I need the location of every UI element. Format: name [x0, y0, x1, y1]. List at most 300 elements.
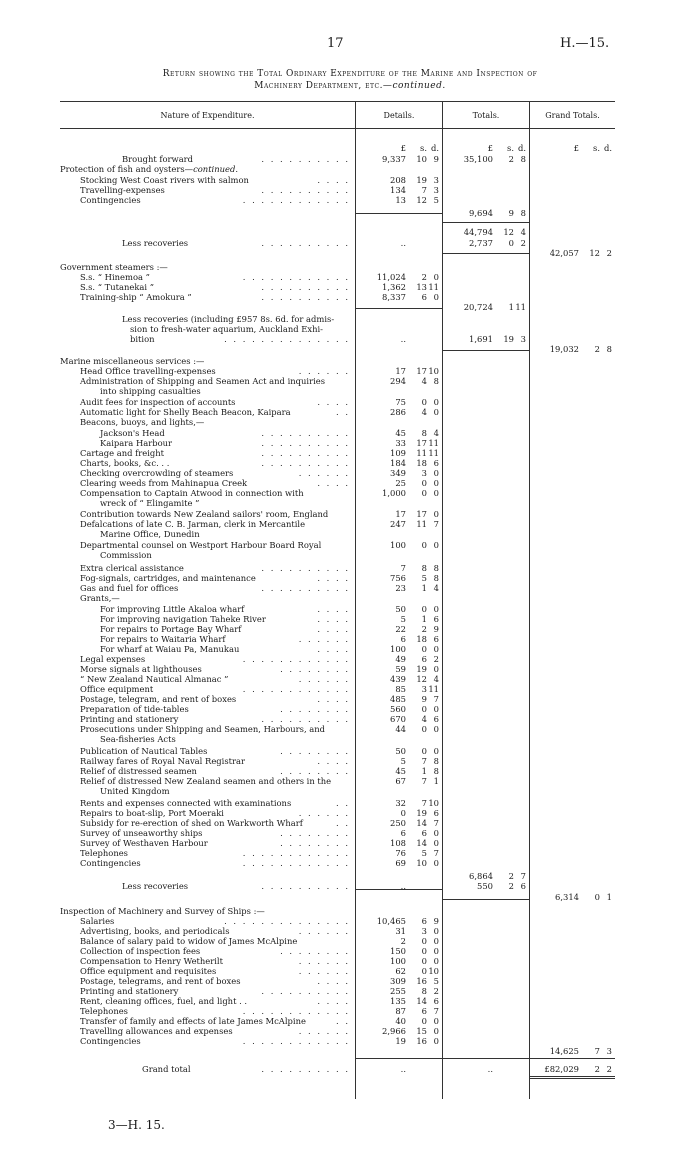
leader-dots: . . . . . . . .: [280, 704, 350, 714]
table-row: [60, 704, 350, 714]
details-pounds: 1,000: [382, 488, 406, 498]
details-pence: 0: [433, 407, 439, 417]
details-shillings: 0: [421, 488, 427, 498]
table-row: [60, 634, 350, 644]
details-pounds: 22: [395, 624, 406, 634]
details-pounds: 13: [395, 195, 406, 205]
details-pounds: 1,362: [382, 282, 406, 292]
leader-dots: . .: [336, 798, 350, 808]
totals-pence: 7: [520, 871, 526, 881]
details-pence: 11: [428, 438, 439, 448]
details-pounds: 100: [390, 956, 406, 966]
table-row: [60, 674, 350, 684]
expenditure-label: For repairs to Portage Bay Wharf: [100, 624, 242, 634]
details-pence: 0: [433, 956, 439, 966]
details-pounds: 150: [390, 946, 406, 956]
leader-dots: . . . . . . . .: [280, 946, 350, 956]
grand-amount: [530, 344, 615, 354]
grand-shillings: 12: [589, 248, 600, 258]
expenditure-label: Departmental counsel on Westport Harbour Board Royal: [80, 540, 322, 550]
expenditure-label: Publication of Nautical Tables: [80, 746, 208, 756]
grand-pence: 2: [606, 1064, 612, 1074]
table-row: [60, 407, 350, 417]
details-amount: [356, 858, 442, 868]
grand-pence: 2: [606, 248, 612, 258]
totals-amount: [443, 302, 529, 312]
expenditure-label: Grants,—: [80, 593, 120, 603]
lsd-shillings-label: s.: [420, 143, 427, 153]
details-pounds: 5: [400, 614, 406, 624]
details-pence: 7: [433, 519, 439, 529]
expenditure-label: Gas and fuel for offices: [80, 583, 179, 593]
details-pounds: 184: [390, 458, 406, 468]
details-amount: [356, 448, 442, 458]
table-row: [60, 448, 350, 458]
details-pounds: 0: [400, 808, 406, 818]
table-row: [60, 356, 350, 366]
details-shillings: 8: [421, 986, 427, 996]
grand-lsd-header: [530, 143, 615, 153]
details-pence: 8: [433, 756, 439, 766]
details-shillings: 12: [416, 674, 427, 684]
details-amount: [356, 238, 442, 248]
leader-dots: . . . .: [317, 624, 350, 634]
totals-pounds: 550: [477, 881, 493, 891]
expenditure-label: into shipping casualties: [100, 386, 201, 396]
details-shillings: 8: [421, 563, 427, 573]
details-pounds: 7: [400, 563, 406, 573]
totals-shillings: 19: [503, 334, 514, 344]
expenditure-label: Salaries: [80, 916, 115, 926]
details-pence: 0: [433, 936, 439, 946]
details-pounds: 32: [395, 798, 406, 808]
grand-shillings: 0: [594, 892, 600, 902]
details-amount: [356, 838, 442, 848]
details-amount: [356, 468, 442, 478]
details-shillings: 0: [421, 397, 427, 407]
table-row: [60, 428, 350, 438]
grand-pence: 3: [606, 1046, 612, 1056]
totals-pence: 8: [520, 208, 526, 218]
grand-shillings: 7: [594, 1046, 600, 1056]
details-pence: 0: [433, 272, 439, 282]
table-row: [60, 458, 350, 468]
details-pence: 7: [433, 694, 439, 704]
leader-dots: . . . . . . . . . .: [261, 881, 350, 891]
details-pence: 0: [433, 488, 439, 498]
header-bottom-rule: [60, 128, 615, 129]
details-amount: [356, 292, 442, 302]
details-shillings: 1: [421, 583, 427, 593]
leader-dots: . . . . . .: [298, 366, 350, 376]
details-amount: [356, 519, 442, 529]
page-title-continued: continued.: [392, 81, 446, 91]
totals-subtotal-rule: [442, 253, 529, 254]
details-shillings: 4: [421, 714, 427, 724]
expenditure-label: Contribution towards New Zealand sailors' room, England: [80, 509, 329, 519]
leader-dots: . .: [336, 1016, 350, 1026]
details-pounds: 6: [400, 828, 406, 838]
details-amount: [356, 956, 442, 966]
totals-pounds: 44,794: [463, 227, 493, 237]
leader-dots: . . . . . . . . . .: [261, 563, 350, 573]
details-amount: [356, 366, 442, 376]
table-row: [60, 916, 350, 926]
totals-shillings: 1: [508, 302, 514, 312]
expenditure-label: For improving navigation Taheke River: [100, 614, 266, 624]
leader-dots: . . . . . . . . . . . .: [242, 848, 350, 858]
details-shillings: 11: [416, 448, 427, 458]
details-amount: [356, 936, 442, 946]
expenditure-label: Relief of distressed New Zealand seamen and others in the: [80, 776, 332, 786]
details-pence: 5: [433, 195, 439, 205]
details-pence: 0: [433, 292, 439, 302]
table-row: [60, 936, 350, 946]
expenditure-label: Telephones: [80, 1006, 128, 1016]
expenditure-label: Extra clerical assistance: [80, 563, 184, 573]
details-pounds: 439: [390, 674, 406, 684]
table-row: [60, 798, 350, 808]
details-shillings: 0: [421, 746, 427, 756]
grand-pounds: £82,029: [544, 1064, 579, 1074]
table-row: [60, 786, 350, 796]
details-pence: 9: [433, 154, 439, 164]
details-shillings: 8: [421, 428, 427, 438]
col-header-totals: Totals.: [472, 111, 500, 120]
details-shillings: 1: [421, 614, 427, 624]
totals-pence: 2: [520, 238, 526, 248]
details-shillings: 13: [416, 282, 427, 292]
details-amount: [356, 684, 442, 694]
totals-pounds: 20,724: [463, 302, 493, 312]
leader-dots: . . . . . . . . . .: [261, 438, 350, 448]
details-shillings: 3: [421, 684, 427, 694]
table-row: [60, 1016, 350, 1026]
table-row: [60, 776, 350, 786]
lsd-pounds-label: £: [400, 143, 406, 153]
details-pounds: 33: [395, 438, 406, 448]
details-pounds: 100: [390, 540, 406, 550]
details-pounds: 17: [395, 509, 406, 519]
details-amount: [356, 926, 442, 936]
details-amount: [356, 175, 442, 185]
details-shillings: 0: [421, 936, 427, 946]
details-pounds: 45: [395, 766, 406, 776]
table-row: [60, 996, 350, 1006]
leader-dots: . . . . . . . . . . . .: [242, 1006, 350, 1016]
details-shillings: 3: [421, 468, 427, 478]
table-row: [60, 946, 350, 956]
details-amount: [356, 272, 442, 282]
details-pounds: 309: [390, 976, 406, 986]
details-pence: 7: [433, 1006, 439, 1016]
details-pence: 0: [433, 468, 439, 478]
lsd-pence-label: d.: [517, 143, 526, 153]
table-row: [60, 573, 350, 583]
details-amount: [356, 509, 442, 519]
table-row: [60, 684, 350, 694]
details-amount: [356, 1016, 442, 1026]
details-pence: 0: [433, 540, 439, 550]
details-pence: 0: [433, 1026, 439, 1036]
table-row: [60, 858, 350, 868]
expenditure-label: Audit fees for inspection of accounts: [80, 397, 236, 407]
expenditure-label: Legal expenses: [80, 654, 146, 664]
details-pence: 6: [433, 614, 439, 624]
table-row: [60, 583, 350, 593]
table-row: [60, 488, 350, 498]
details-amount: [356, 996, 442, 1006]
details-pounds: 87: [395, 1006, 406, 1016]
expenditure-label: Rent, cleaning offices, fuel, and light . .: [80, 996, 248, 1006]
details-shillings: 0: [421, 956, 427, 966]
totals-shillings: 12: [503, 227, 514, 237]
details-pence: 8: [433, 573, 439, 583]
expenditure-label: Checking overcrowding of steamers: [80, 468, 234, 478]
table-row: [60, 766, 350, 776]
table-row: [60, 519, 350, 529]
details-shillings: 18: [416, 458, 427, 468]
details-amount: [356, 563, 442, 573]
expenditure-label: Protection of fish and oysters—continued.: [60, 164, 239, 174]
expenditure-label: For repairs to Waitaria Wharf: [100, 634, 226, 644]
totals-amount: [443, 238, 529, 248]
expenditure-label: Relief of distressed seamen: [80, 766, 197, 776]
leader-dots: . . . . . . . . . . . .: [242, 858, 350, 868]
details-shillings: 18: [416, 634, 427, 644]
details-amount: [356, 654, 442, 664]
expenditure-label: Automatic light for Shelly Beach Beacon, Kaipara: [80, 407, 291, 417]
details-pence: 6: [433, 458, 439, 468]
details-amount: [356, 488, 442, 498]
table-row: [60, 540, 350, 550]
details-pounds: 560: [390, 704, 406, 714]
leader-dots: . . . . . . . .: [280, 828, 350, 838]
details-pence: 0: [433, 946, 439, 956]
grand-pence: 8: [606, 344, 612, 354]
table-row: [60, 366, 350, 376]
grand-shillings: 2: [594, 344, 600, 354]
leader-dots: . . . . . . . .: [280, 766, 350, 776]
grand-amount: [530, 248, 615, 258]
grand-amount: [530, 892, 615, 902]
table-row: [60, 906, 350, 916]
table-row: [60, 694, 350, 704]
details-pence: 2: [433, 986, 439, 996]
details-pounds: ..: [400, 334, 406, 344]
expenditure-label: Morse signals at lighthouses: [80, 664, 202, 674]
details-pounds: 100: [390, 644, 406, 654]
expenditure-label: Postage, telegrams, and rent of boxes: [80, 976, 241, 986]
details-amount: [356, 724, 442, 734]
details-pounds: 40: [395, 1016, 406, 1026]
table-row: [60, 195, 350, 205]
table-row: [60, 746, 350, 756]
expenditure-label: Survey of unseaworthy ships: [80, 828, 203, 838]
details-pounds: 25: [395, 478, 406, 488]
details-pounds: 756: [390, 573, 406, 583]
details-amount: [356, 1006, 442, 1016]
details-pence: 0: [433, 1016, 439, 1026]
totals-pounds: 35,100: [463, 154, 493, 164]
grand-pounds: 6,314: [555, 892, 579, 902]
details-shillings: 17: [416, 509, 427, 519]
table-row: [60, 1064, 350, 1074]
table-row: [60, 808, 350, 818]
details-shillings: 16: [416, 976, 427, 986]
details-amount: [356, 428, 442, 438]
table-row: [60, 1006, 350, 1016]
grand-amount: [530, 1064, 615, 1074]
expenditure-label: Printing and stationery: [80, 714, 179, 724]
leader-dots: . . . . . .: [298, 966, 350, 976]
leader-dots: . . . . . . . . . .: [261, 292, 350, 302]
details-pence: 4: [433, 674, 439, 684]
details-amount: [356, 458, 442, 468]
details-pence: 0: [433, 926, 439, 936]
expenditure-label: Repairs to boat-slip, Port Moeraki: [80, 808, 224, 818]
details-pounds: 69: [395, 858, 406, 868]
details-pence: 10: [428, 798, 439, 808]
details-pence: 10: [428, 366, 439, 376]
details-amount: [356, 828, 442, 838]
expenditure-label: United Kingdom: [100, 786, 170, 796]
details-pence: 10: [428, 966, 439, 976]
expenditure-label: sion to fresh-water aquarium, Auckland Exhi-: [130, 324, 323, 334]
table-row: [60, 956, 350, 966]
leader-dots: . . . . . .: [298, 634, 350, 644]
totals-shillings: 2: [508, 154, 514, 164]
details-pounds: 50: [395, 604, 406, 614]
details-amount: [356, 407, 442, 417]
table-row: [60, 238, 350, 248]
details-pounds: 134: [390, 185, 406, 195]
expenditure-label: Compensation to Captain Atwood in connection with: [80, 488, 304, 498]
leader-dots: . . . . . . . . . .: [261, 1064, 350, 1074]
table-row: [60, 986, 350, 996]
table-row: [60, 724, 350, 734]
details-amount: [356, 195, 442, 205]
leader-dots: . . . . . .: [298, 1026, 350, 1036]
leader-dots: . . . . . . . . . .: [261, 448, 350, 458]
grand-pounds: 42,057: [549, 248, 579, 258]
leader-dots: . . . . . . . . . .: [261, 428, 350, 438]
details-shillings: 6: [421, 292, 427, 302]
details-pence: 0: [433, 397, 439, 407]
table-row: [60, 714, 350, 724]
details-amount: [356, 583, 442, 593]
details-pence: 4: [433, 428, 439, 438]
details-shillings: 12: [416, 195, 427, 205]
details-amount: [356, 746, 442, 756]
col-header-grand: Grand Totals.: [545, 111, 600, 120]
table-row: [60, 175, 350, 185]
lsd-pounds-label: £: [487, 143, 493, 153]
table-row: [60, 881, 350, 891]
details-shillings: 6: [421, 916, 427, 926]
details-pence: 0: [433, 644, 439, 654]
expenditure-label: Transfer of family and effects of late James McAlpine: [80, 1016, 306, 1026]
table-row: [60, 734, 350, 744]
expenditure-label: wreck of “ Elingamite ”: [100, 498, 200, 508]
details-pence: 3: [433, 175, 439, 185]
details-shillings: 16: [416, 1036, 427, 1046]
details-pence: 11: [428, 282, 439, 292]
table-row: [60, 282, 350, 292]
leader-dots: . . . . . . . . . . . .: [242, 1036, 350, 1046]
details-pounds: 294: [390, 376, 406, 386]
expenditure-label: Contingencies: [80, 1036, 141, 1046]
grand-shillings: 2: [594, 1064, 600, 1074]
totals-shillings: 9: [508, 208, 514, 218]
table-row: [60, 164, 350, 174]
details-subtotal-rule: [355, 213, 442, 214]
page-title-line-1: Return showing the Total Ordinary Expenditure of the Marine and Inspection of: [162, 69, 538, 79]
details-amount: [356, 540, 442, 550]
details-amount: [356, 438, 442, 448]
details-pounds: 109: [390, 448, 406, 458]
details-shillings: 19: [416, 664, 427, 674]
lsd-shillings-label: s.: [593, 143, 600, 153]
leader-dots: . . . .: [317, 604, 350, 614]
details-pounds: 349: [390, 468, 406, 478]
totals-pence: 8: [520, 154, 526, 164]
leader-dots: . . . . . .: [298, 468, 350, 478]
table-row: [60, 593, 350, 603]
details-amount: [356, 776, 442, 786]
expenditure-label: Marine miscellaneous services :—: [60, 356, 205, 366]
leader-dots: . . . .: [317, 976, 350, 986]
leader-dots: . . . . . . . . . .: [261, 238, 350, 248]
grand-total-bottom-rule: [530, 1078, 615, 1079]
details-amount: [356, 1026, 442, 1036]
details-shillings: 2: [421, 624, 427, 634]
details-pence: 0: [433, 509, 439, 519]
details-pounds: ..: [400, 238, 406, 248]
leader-dots: . .: [336, 818, 350, 828]
table-row: [60, 262, 350, 272]
leader-dots: . . . .: [317, 694, 350, 704]
expenditure-label: For improving Little Akaloa wharf: [100, 604, 245, 614]
details-pounds: ..: [400, 881, 406, 891]
leader-dots: . . . . . .: [298, 674, 350, 684]
lsd-shillings-label: s.: [507, 143, 514, 153]
expenditure-label: For wharf at Waiau Pa, Manukau: [100, 644, 240, 654]
details-shillings: 0: [421, 478, 427, 488]
expenditure-label: Prosecutions under Shipping and Seamen, Harbours, and: [80, 724, 326, 734]
table-row: [60, 185, 350, 195]
details-pounds: ..: [400, 1064, 406, 1074]
expenditure-label: Advertising, books, and periodicals: [80, 926, 230, 936]
details-lsd-header: [356, 143, 442, 153]
details-pounds: 59: [395, 664, 406, 674]
details-pounds: 208: [390, 175, 406, 185]
lsd-pence-label: d.: [430, 143, 439, 153]
details-pounds: 247: [390, 519, 406, 529]
details-amount: [356, 376, 442, 386]
expenditure-label: Rents and expenses connected with examinations: [80, 798, 292, 808]
leader-dots: . . . . . . . . . .: [261, 185, 350, 195]
expenditure-label: Telephones: [80, 848, 128, 858]
details-shillings: 9: [421, 694, 427, 704]
leader-dots: . . . . . . . .: [280, 838, 350, 848]
details-pence: 0: [433, 858, 439, 868]
expenditure-label: Brought forward: [122, 154, 194, 164]
details-amount: [356, 282, 442, 292]
col-header-nature: Nature of Expenditure.: [160, 111, 255, 120]
leader-dots: . . . . . . . . . .: [261, 282, 350, 292]
leader-dots: . . . . . .: [298, 808, 350, 818]
